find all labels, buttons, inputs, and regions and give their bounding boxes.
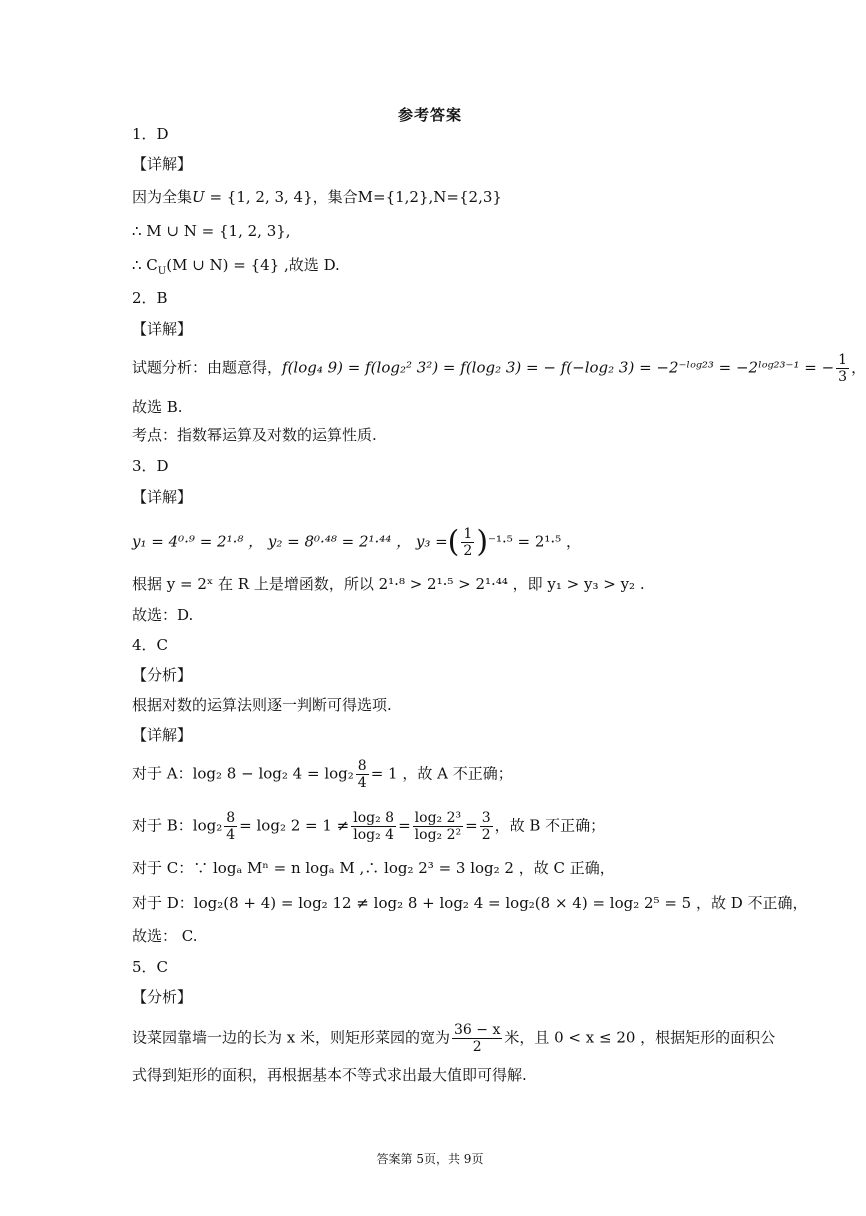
q4-option-a <box>132 758 513 791</box>
q4-b-den4: 2 <box>481 827 491 843</box>
q5-frac-den: 2 <box>472 1039 482 1055</box>
q4-option-c: 对于 C：∵ logₐ Mⁿ = n logₐ M ,∴ log₂ 2³ = 3 log₂ 2 ，故 C 正确， <box>132 859 615 877</box>
q4-b-den2: log₂ 4 <box>353 827 395 843</box>
q2-line2: 故选 B. <box>132 398 183 416</box>
q5-fraction <box>452 1022 502 1055</box>
q2-fraction <box>836 352 849 385</box>
q4-b-den3: log₂ 2² <box>414 827 462 843</box>
q1-line3-b: (M ∪ N) = {4} ,故选 D. <box>166 256 340 274</box>
q5-line1 <box>132 1022 775 1055</box>
q2-answer: 2．B <box>132 289 168 307</box>
q5-frac-num: 36 − x <box>454 1022 501 1038</box>
q4-b-text: 对于 B：log₂ <box>132 816 223 835</box>
q4-a-end: = 1 ，故 A 不正确； <box>370 764 513 783</box>
q4-a-text: 对于 A：log₂ 8 − log₂ 4 = log₂ <box>132 764 354 783</box>
q5-line1-b: 米，且 0 < x ≤ 20 ，根据矩形的面积公 <box>504 1028 776 1047</box>
q5-answer: 5．C <box>132 958 169 976</box>
q4-b-frac4 <box>480 810 493 843</box>
q4-conclusion: 故选： C. <box>132 927 198 945</box>
q3-line1-b: ⁻¹·⁵ = 2¹·⁵ ， <box>488 532 581 551</box>
q4-b-frac2 <box>351 810 396 843</box>
q4-option-b <box>132 810 605 843</box>
q4-analysis-text: 根据对数的运算法则逐一判断可得选项. <box>132 696 392 714</box>
q2-line1 <box>132 352 866 385</box>
q4-detail-heading: 【详解】 <box>132 726 193 744</box>
q3-fraction <box>461 526 474 559</box>
q4-b-num3: log₂ 2³ <box>414 810 462 826</box>
q2-frac-num: 1 <box>838 352 848 368</box>
q1-detail-heading: 【详解】 <box>132 155 193 173</box>
q4-b-den1: 4 <box>226 827 236 843</box>
q4-b-eq2: = <box>465 816 478 835</box>
q2-line1-expr: f(log₄ 9) = f(log₂² 3²) = f(log₂ 3) = − f(−log₂ 3) = −2⁻ˡᵒᵍ²³ = −2ˡᵒᵍ²³⁻¹ = − <box>282 358 835 377</box>
q4-option-d: 对于 D：log₂(8 + 4) = log₂ 12 ≠ log₂ 8 + log₂ 4 = log₂(8 × 4) = log₂ 2⁵ = 5 ，故 D 不正确， <box>132 894 808 912</box>
q1-answer: 1．D <box>132 125 169 143</box>
q2-detail-heading: 【详解】 <box>132 320 193 338</box>
q4-a-den: 4 <box>357 775 367 791</box>
q4-a-fraction <box>356 758 369 791</box>
q2-frac-den: 3 <box>838 369 848 385</box>
q2-line3: 考点：指数幂运算及对数的运算性质. <box>132 426 377 444</box>
q4-analysis-heading: 【分析】 <box>132 666 193 684</box>
q5-line1-a: 设菜园靠墙一边的长为 x 米，则矩形菜园的宽为 <box>132 1028 450 1047</box>
q5-line2: 式得到矩形的面积，再根据基本不等式求出最大值即可得解. <box>132 1066 527 1084</box>
q1-line3-sub: U <box>157 266 167 277</box>
q3-line1-a: y₁ = 4⁰·⁹ = 2¹·⁸ ， y₂ = 8⁰·⁴⁸ = 2¹·⁴⁴ ， y₃ = <box>132 532 448 551</box>
q5-analysis-heading: 【分析】 <box>132 988 193 1006</box>
page-footer: 答案第 5页，共 9页 <box>376 1152 484 1166</box>
q3-line3: 故选：D. <box>132 606 194 624</box>
q1-line3-a: ∴ C <box>132 256 158 274</box>
q1-line1-u: U <box>192 188 205 206</box>
q1-line3 <box>132 254 340 276</box>
q4-b-mid: = log₂ 2 = 1 ≠ <box>239 816 350 835</box>
q2-line1-a: 试题分析：由题意得， <box>132 358 283 377</box>
q1-line1 <box>132 186 502 208</box>
q4-b-frac1 <box>224 810 237 843</box>
q4-b-end: ，故 B 不正确； <box>494 816 606 835</box>
q4-b-frac3 <box>413 810 463 843</box>
q1-line2: ∴ M ∪ N = {1, 2, 3}, <box>132 222 291 240</box>
q4-b-num1: 8 <box>226 810 236 826</box>
q3-line1: y₁ = 4⁰·⁹ = 2¹·⁸ ， y₂ = 8⁰·⁴⁸ = 2¹·⁴⁴ ， y₃ =( $\frac{1}{2}$ )⁻¹·⁵ = 2¹·⁵ ， <box>132 524 581 560</box>
q1-line1-c: = {1, 2, 3, 4}，集合M={1,2},N={2,3} <box>204 188 502 206</box>
q1-line1-a: 因为全集 <box>132 188 193 206</box>
q4-a-num: 8 <box>357 758 367 774</box>
q4-answer: 4．C <box>132 636 169 654</box>
page-title: 参考答案 <box>397 106 462 124</box>
q3-frac-num: 1 <box>463 526 473 542</box>
q4-b-eq1: = <box>398 816 411 835</box>
q4-b-num2: log₂ 8 <box>353 810 395 826</box>
q3-frac-den: 2 <box>463 543 473 559</box>
q2-line1-end: ， <box>851 358 866 377</box>
q4-b-num4: 3 <box>481 810 491 826</box>
q3-answer: 3．D <box>132 457 169 475</box>
q3-line2: 根据 y = 2ˣ 在 R 上是增函数，所以 2¹·⁸ > 2¹·⁵ > 2¹·⁴⁴ ，即 y₁ > y₃ > y₂ . <box>132 575 645 593</box>
q3-detail-heading: 【详解】 <box>132 488 193 506</box>
